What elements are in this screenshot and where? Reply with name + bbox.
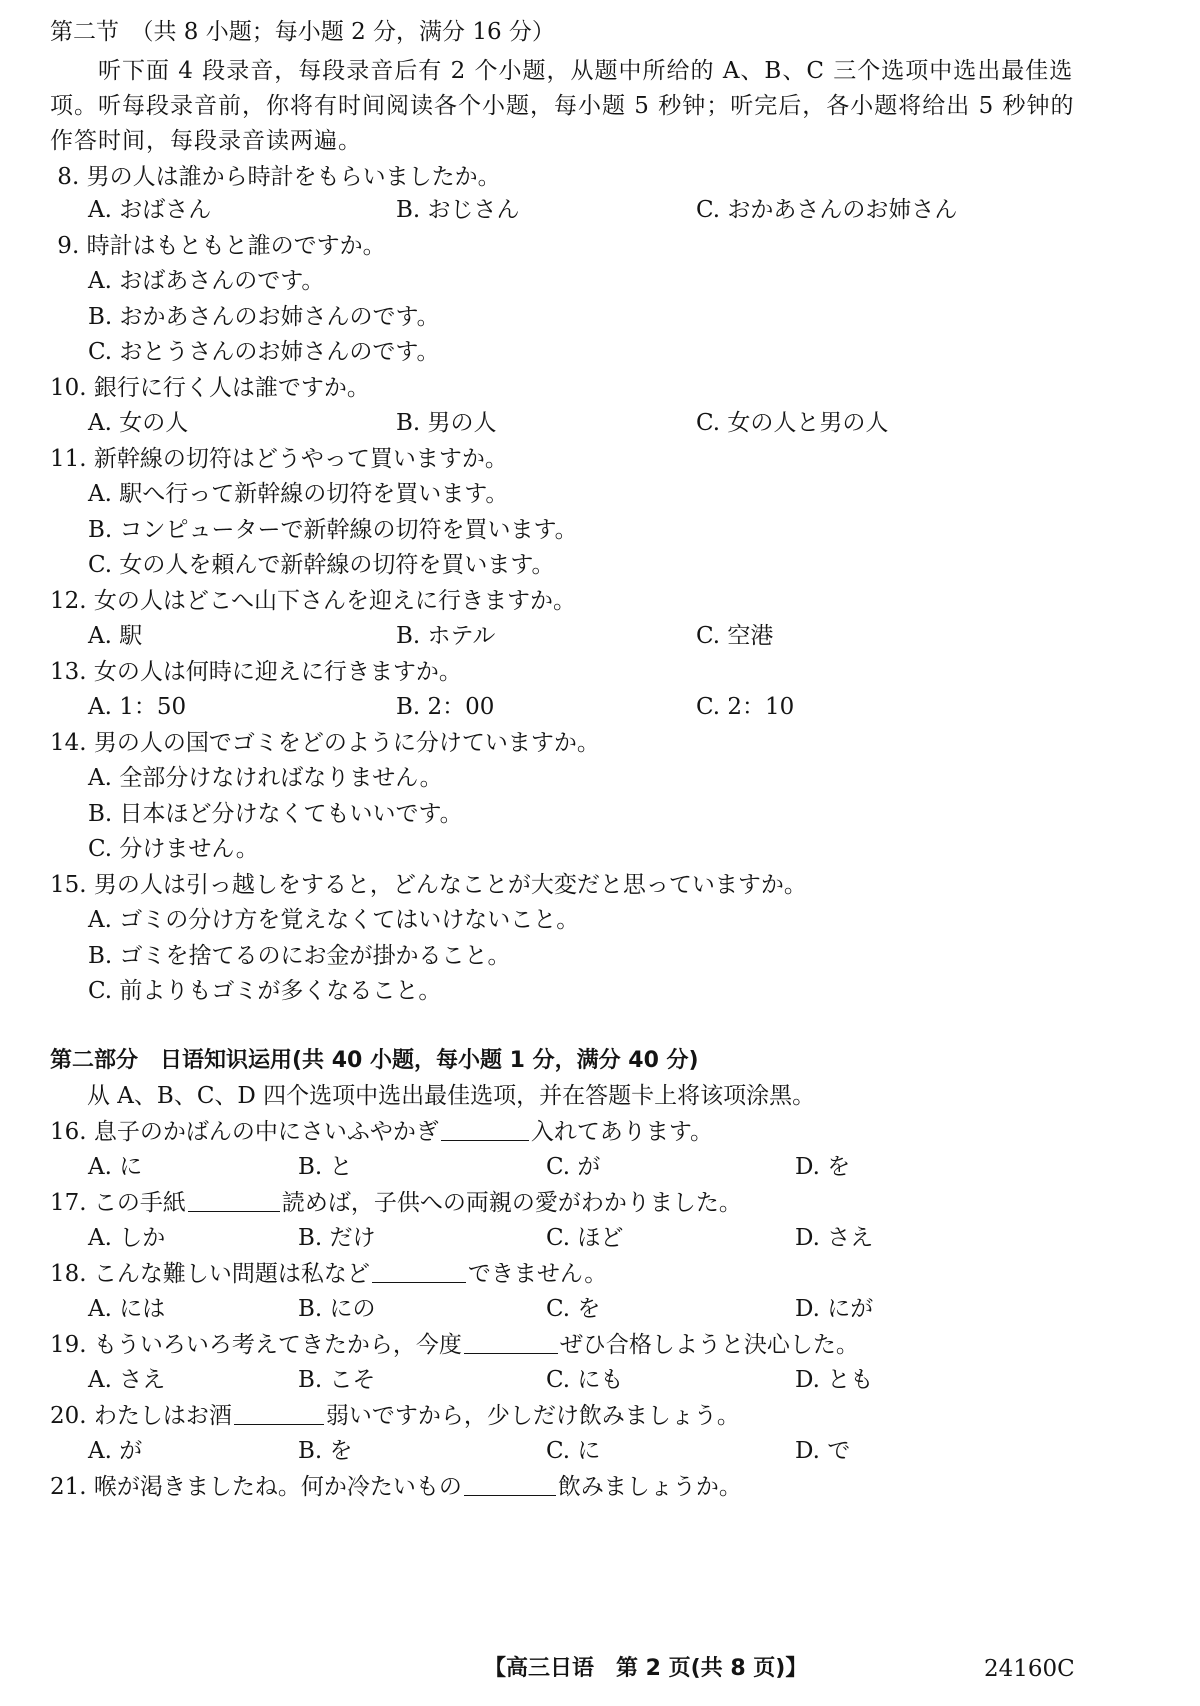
question-13-stem: 13. 女の人は何時に迎えに行きますか。 (50, 659, 462, 685)
question-12-option-a: A. 駅 (88, 623, 143, 649)
question-10-stem: 10. 銀行に行く人は誰ですか。 (50, 375, 370, 401)
question-20-option-c: C. に (546, 1438, 601, 1464)
question-15-option-b: B. ゴミを捨てるのにお金が掛かること。 (88, 943, 511, 969)
section-title: 第二节 （共 8 小题；每小题 2 分，满分 16 分） (50, 19, 555, 45)
question-9-option-a: A. おばあさんのです。 (88, 268, 325, 294)
question-13-option-c: C. 2：10 (696, 694, 795, 720)
instruction-line-3: 作答时间，每段录音读两遍。 (50, 128, 362, 154)
question-8-option-a: A. おばさん (88, 197, 212, 223)
question-11-option-a: A. 駅へ行って新幹線の切符を買います。 (88, 481, 509, 507)
question-10-option-b: B. 男の人 (396, 410, 497, 436)
question-9-stem: 9. 時計はもともと誰のですか。 (50, 233, 386, 259)
question-16-option-d: D. を (795, 1154, 851, 1180)
question-18-stem: 18. こんな難しい問題は私など できません。 (50, 1261, 608, 1287)
question-13-option-b: B. 2：00 (396, 694, 495, 720)
question-16-option-b: B. と (298, 1154, 353, 1180)
question-19-option-d: D. とも (795, 1367, 874, 1393)
question-20-option-d: D. で (795, 1438, 851, 1464)
question-12-option-c: C. 空港 (696, 623, 774, 649)
question-15-option-c: C. 前よりもゴミが多くなること。 (88, 978, 442, 1004)
question-12-stem: 12. 女の人はどこへ山下さんを迎えに行きますか。 (50, 588, 576, 614)
question-16-option-a: A. に (88, 1154, 143, 1180)
answer-blank (372, 1260, 466, 1283)
question-20-option-b: B. を (298, 1438, 353, 1464)
question-10-option-a: A. 女の人 (88, 410, 189, 436)
answer-blank (441, 1118, 529, 1141)
question-14-option-a: A. 全部分けなければなりません。 (88, 765, 443, 791)
question-8-option-b: B. おじさん (396, 197, 520, 223)
question-14-stem: 14. 男の人の国でゴミをどのように分けていますか。 (50, 730, 600, 756)
answer-blank (464, 1473, 556, 1496)
question-11-option-c: C. 女の人を頼んで新幹線の切符を買います。 (88, 552, 555, 578)
instruction-line-2: 项。听每段录音前，你将有时间阅读各个小题，每小题 5 秒钟；听完后，各小题将给出 5 秒钟的 (50, 93, 1075, 119)
question-17-option-b: B. だけ (298, 1225, 376, 1251)
part-2-instruction: 从 A、B、C、D 四个选项中选出最佳选项，并在答题卡上将该项涂黑。 (64, 1083, 816, 1109)
answer-blank (188, 1189, 280, 1212)
question-8-option-c: C. おかあさんのお姉さん (696, 197, 958, 223)
answer-blank (464, 1331, 558, 1354)
question-14-option-c: C. 分けません。 (88, 836, 259, 862)
question-13-option-a: A. 1：50 (88, 694, 187, 720)
question-17-option-c: C. ほど (546, 1225, 624, 1251)
instruction-line-1: 听下面 4 段录音，每段录音后有 2 个小题，从题中所给的 A、B、C 三个选项中选出最佳选 (50, 58, 1074, 84)
part-2-title: 第二部分 日语知识运用(共 40 小题，每小题 1 分，满分 40 分) (50, 1048, 699, 1073)
question-17-stem: 17. この手紙 読めば，子供への両親の愛がわかりました。 (50, 1190, 742, 1216)
question-18-option-a: A. には (88, 1296, 166, 1322)
question-18-option-d: D. にが (795, 1296, 874, 1322)
question-11-option-b: B. コンピューターで新幹線の切符を買います。 (88, 517, 578, 543)
question-19-option-b: B. こそ (298, 1367, 376, 1393)
question-12-option-b: B. ホテル (396, 623, 496, 649)
question-19-option-c: C. にも (546, 1367, 624, 1393)
question-16-stem: 16. 息子のかばんの中にさいふやかぎ 入れてあります。 (50, 1119, 714, 1145)
question-14-option-b: B. 日本ほど分けなくてもいいです。 (88, 801, 463, 827)
question-19-option-a: A. さえ (88, 1367, 166, 1393)
question-18-option-c: C. を (546, 1296, 601, 1322)
question-16-option-c: C. が (546, 1154, 601, 1180)
question-17-option-a: A. しか (88, 1225, 166, 1251)
question-20-option-a: A. が (88, 1438, 143, 1464)
question-19-stem: 19. もういろいろ考えてきたから，今度 ぜひ合格しようと決心した。 (50, 1332, 859, 1358)
question-17-option-d: D. さえ (795, 1225, 874, 1251)
question-21-stem: 21. 喉が渇きましたね。何か冷たいもの 飲みましょうか。 (50, 1474, 742, 1500)
exam-code: 24160C (984, 1656, 1075, 1682)
page-footer: 【高三日语 第 2 页(共 8 页)】 (484, 1656, 808, 1681)
question-11-stem: 11. 新幹線の切符はどうやって買いますか。 (50, 446, 508, 472)
question-15-stem: 15. 男の人は引っ越しをすると，どんなことが大変だと思っていますか。 (50, 872, 807, 898)
question-18-option-b: B. にの (298, 1296, 376, 1322)
question-15-option-a: A. ゴミの分け方を覚えなくてはいけないこと。 (88, 907, 580, 933)
question-8-stem: 8. 男の人は誰から時計をもらいましたか。 (50, 164, 501, 190)
question-9-option-c: C. おとうさんのお姉さんのです。 (88, 339, 440, 365)
answer-blank (234, 1402, 324, 1425)
question-20-stem: 20. わたしはお酒 弱いですから，少しだけ飲みましょう。 (50, 1403, 740, 1429)
question-10-option-c: C. 女の人と男の人 (696, 410, 889, 436)
question-9-option-b: B. おかあさんのお姉さんのです。 (88, 304, 440, 330)
